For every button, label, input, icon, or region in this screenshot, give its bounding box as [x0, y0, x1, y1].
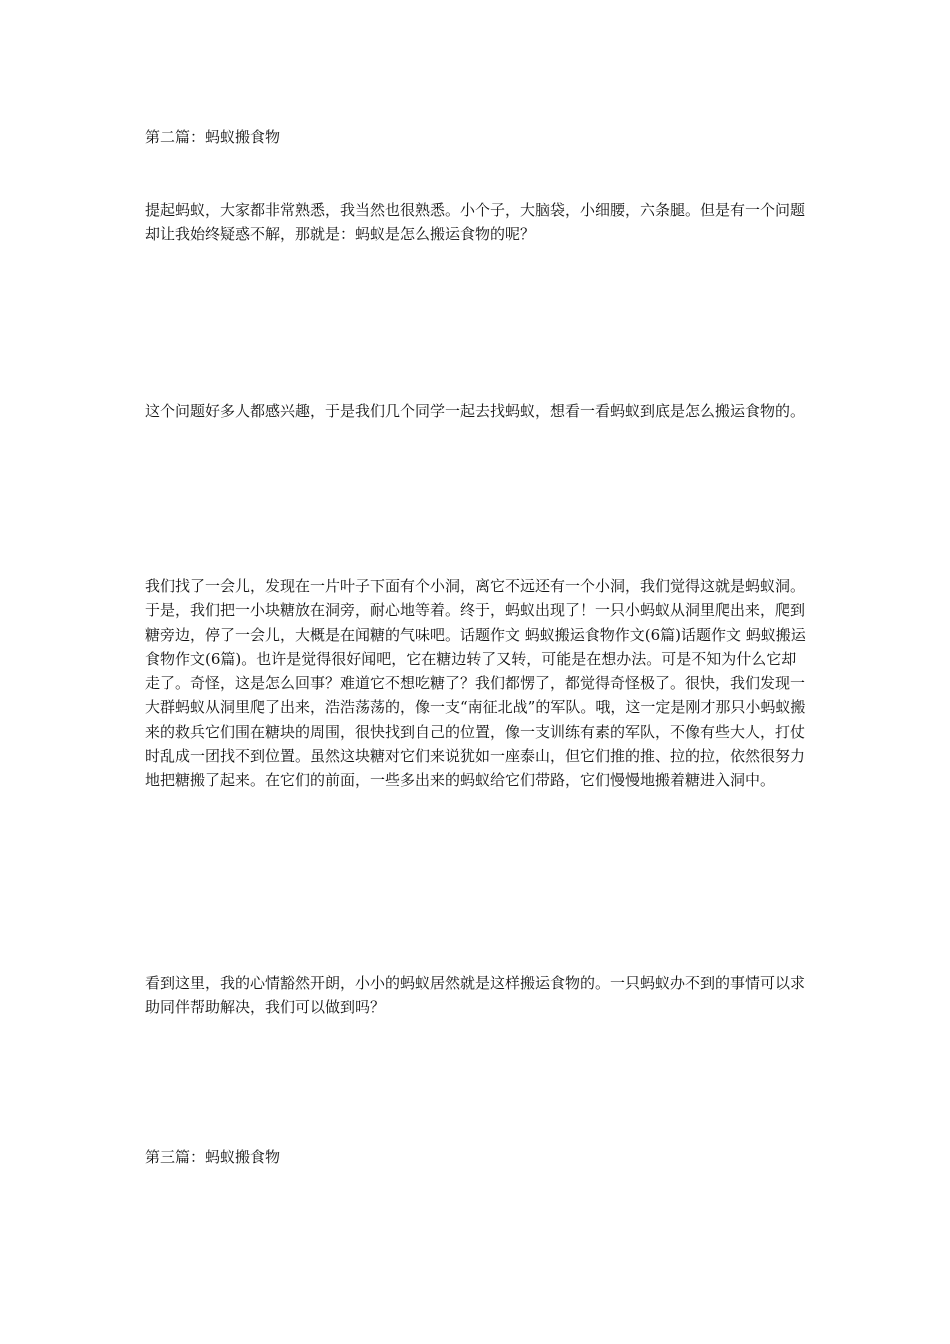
paragraph-intro: 提起蚂蚁，大家都非常熟悉，我当然也很熟悉。小个子，大脑袋，小细腰，六条腿。但是有一个问题却让我始终疑惑不解，那就是：蚂蚁是怎么搬运食物的呢？ — [145, 201, 806, 244]
paragraph-conclusion: 看到这里，我的心情豁然开朗，小小的蚂蚁居然就是这样搬运食物的。一只蚂蚁办不到的事情可以求助同伴帮助解决，我们可以做到吗？ — [145, 974, 806, 1017]
section-heading-3: 第三篇：蚂蚁搬食物 — [145, 1148, 281, 1166]
paragraph-question: 这个问题好多人都感兴趣，于是我们几个同学一起去找蚂蚁，想看一看蚂蚁到底是怎么搬运食物的。 — [145, 402, 806, 420]
paragraph-observation: 我们找了一会儿，发现在一片叶子下面有个小洞，离它不远还有一个小洞，我们觉得这就是蚂蚁洞。于是，我们把一小块糖放在洞旁，耐心地等着。终于，蚂蚁出现了！一只小蚂蚁从洞里爬出来，爬到糖旁边，停了一会儿，大概是在闻糖的气味吧。话题作文 蚂蚁搬运食物作文(6篇)话题作文 蚂蚁搬运食物作文(6篇)。也许是觉得很好闻吧，它在糖边转了又转，可能是在想办法。可是不知为什么它却走了。奇怪，这是怎么回事？难道它不想吃糖了？我们都愣了，都觉得奇怪极了。很快，我们发现一大群蚂蚁从洞里爬了出来，浩浩荡荡的，像一支“南征北战”的军队。哦，这一定是刚才那只小蚂蚁搬来的救兵它们围在糖块的周围，很快找到自己的位置，像一支训练有素的军队，不像有些大人，打仗时乱成一团找不到位置。虽然这块糖对它们来说犹如一座泰山，但它们推的推、拉的拉，依然很努力地把糖搬了起来。在它们的前面，一些多出来的蚂蚁给它们带路，它们慢慢地搬着糖进入洞中。 — [145, 577, 806, 790]
section-heading-2: 第二篇：蚂蚁搬食物 — [145, 128, 281, 146]
